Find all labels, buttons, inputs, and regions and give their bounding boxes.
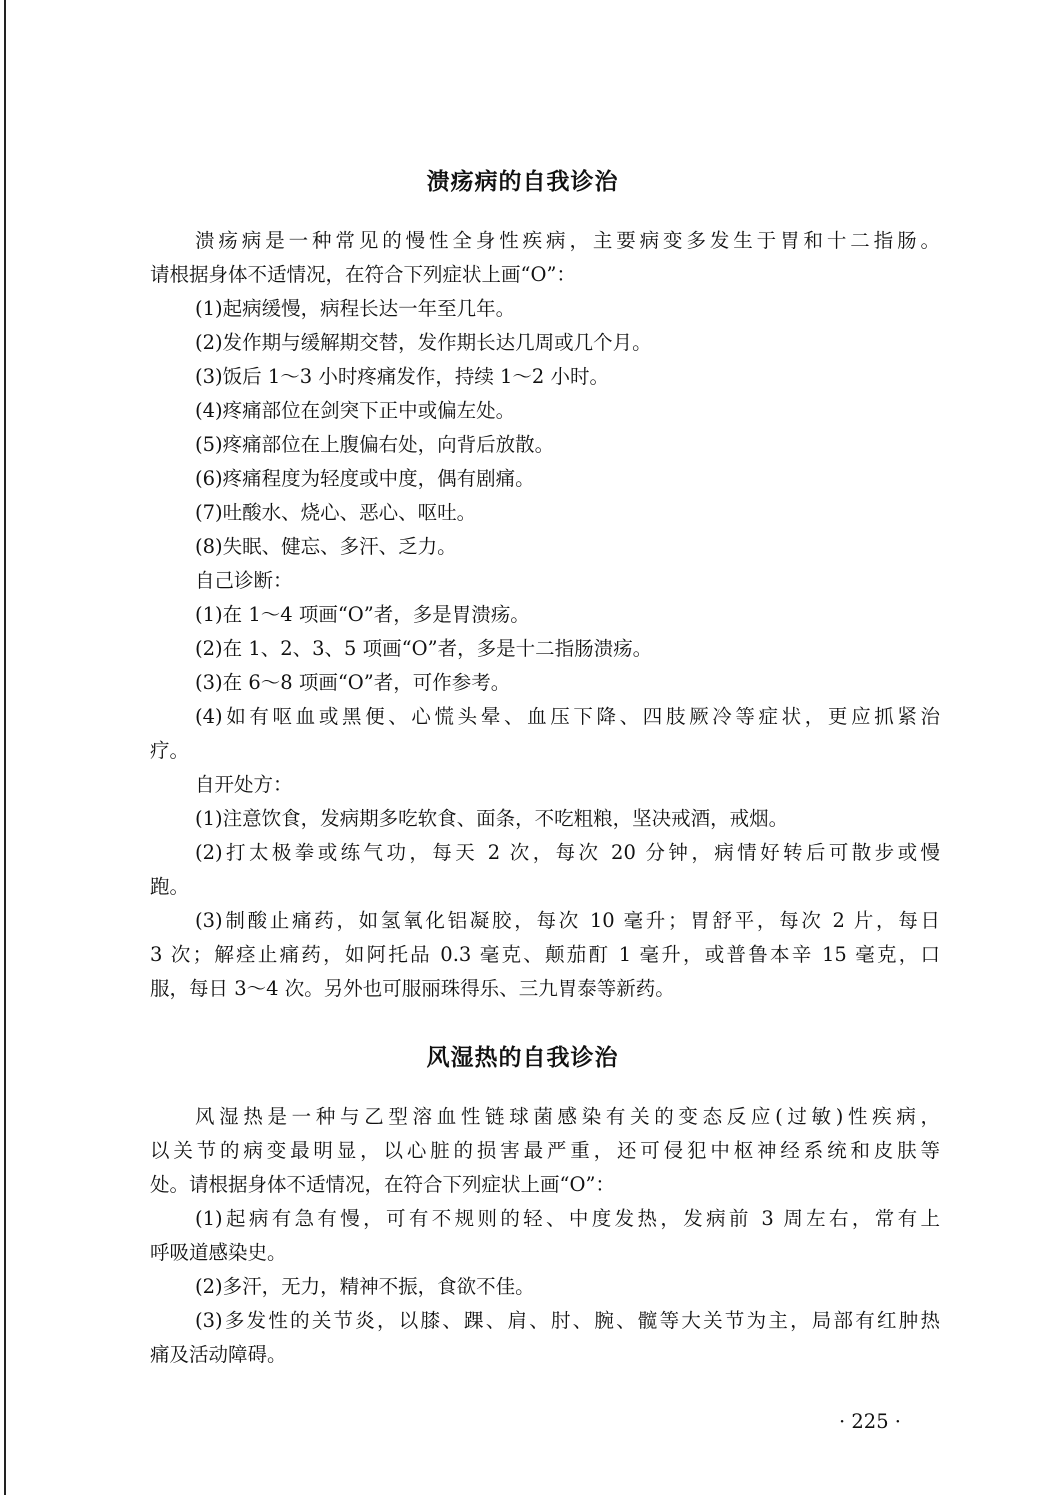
diagnosis-item: (4)如有呕血或黑便、心慌头晕、血压下降、四肢厥冷等症状，更应抓紧治	[195, 705, 940, 728]
paragraph-line: 以关节的病变最明显，以心脏的损害最严重，还可侵犯中枢神经系统和皮肤等	[150, 1139, 940, 1162]
paragraph-line: 请根据身体不适情况，在符合下列症状上画“O”：	[150, 263, 576, 286]
subheading-diagnosis: 自己诊断：	[195, 569, 293, 592]
symptom-item: (6)疼痛程度为轻度或中度，偶有剧痛。	[195, 467, 535, 490]
symptom-item-continued: 呼吸道感染史。	[150, 1241, 287, 1264]
symptom-item: (5)疼痛部位在上腹偏右处，向背后放散。	[195, 433, 555, 456]
paragraph-line: 风湿热是一种与乙型溶血性链球菌感染有关的变态反应(过敏)性疾病，	[195, 1105, 940, 1128]
paragraph-line: 处。请根据身体不适情况，在符合下列症状上画“O”：	[150, 1173, 615, 1196]
symptom-item: (7)吐酸水、烧心、恶心、呕吐。	[195, 501, 477, 524]
section-title-rheumatic-fever: 风湿热的自我诊治	[426, 1045, 619, 1071]
symptom-item: (4)疼痛部位在剑突下正中或偏左处。	[195, 399, 516, 422]
symptom-item: (3)饭后 1～3 小时疼痛发作，持续 1～2 小时。	[195, 365, 610, 388]
symptom-item: (8)失眠、健忘、多汗、乏力。	[195, 535, 457, 558]
symptom-item-continued: 痛及活动障碍。	[150, 1343, 287, 1366]
prescription-item: (2)打太极拳或练气功，每天 2 次，每次 20 分钟，病情好转后可散步或慢	[195, 841, 940, 864]
symptom-item: (1)起病缓慢，病程长达一年至几年。	[195, 297, 516, 320]
prescription-item-continued: 跑。	[150, 875, 190, 898]
prescription-item-continued: 服，每日 3～4 次。另外也可服丽珠得乐、三九胃泰等新药。	[150, 977, 675, 1000]
subheading-prescription: 自开处方：	[195, 773, 293, 796]
symptom-item: (3)多发性的关节炎，以膝、踝、肩、肘、腕、髋等大关节为主，局部有红肿热	[195, 1309, 940, 1332]
section-title-ulcer: 溃疡病的自我诊治	[426, 169, 619, 195]
symptom-item: (2)发作期与缓解期交替，发作期长达几周或几个月。	[195, 331, 652, 354]
diagnosis-item: (2)在 1、2、3、5 项画“O”者，多是十二指肠溃疡。	[195, 637, 653, 660]
page-number: · 225 ·	[838, 1410, 901, 1433]
prescription-item-continued: 3 次；解痉止痛药，如阿托品 0.3 毫克、颠茄酊 1 毫升，或普鲁本辛 15 毫克，口	[150, 943, 940, 966]
prescription-item: (3)制酸止痛药，如氢氧化铝凝胶，每次 10 毫升；胃舒平，每次 2 片，每日	[195, 909, 940, 932]
prescription-item: (1)注意饮食，发病期多吃软食、面条，不吃粗粮，坚决戒酒，戒烟。	[195, 807, 789, 830]
paragraph-line: 溃疡病是一种常见的慢性全身性疾病，主要病变多发生于胃和十二指肠。	[195, 229, 940, 252]
symptom-item: (1)起病有急有慢，可有不规则的轻、中度发热，发病前 3 周左右，常有上	[195, 1207, 940, 1230]
diagnosis-item: (1)在 1～4 项画“O”者，多是胃溃疡。	[195, 603, 530, 626]
symptom-item: (2)多汗，无力，精神不振，食欲不佳。	[195, 1275, 535, 1298]
diagnosis-item: (3)在 6～8 项画“O”者，可作参考。	[195, 671, 511, 694]
diagnosis-item-continued: 疗。	[150, 739, 190, 762]
